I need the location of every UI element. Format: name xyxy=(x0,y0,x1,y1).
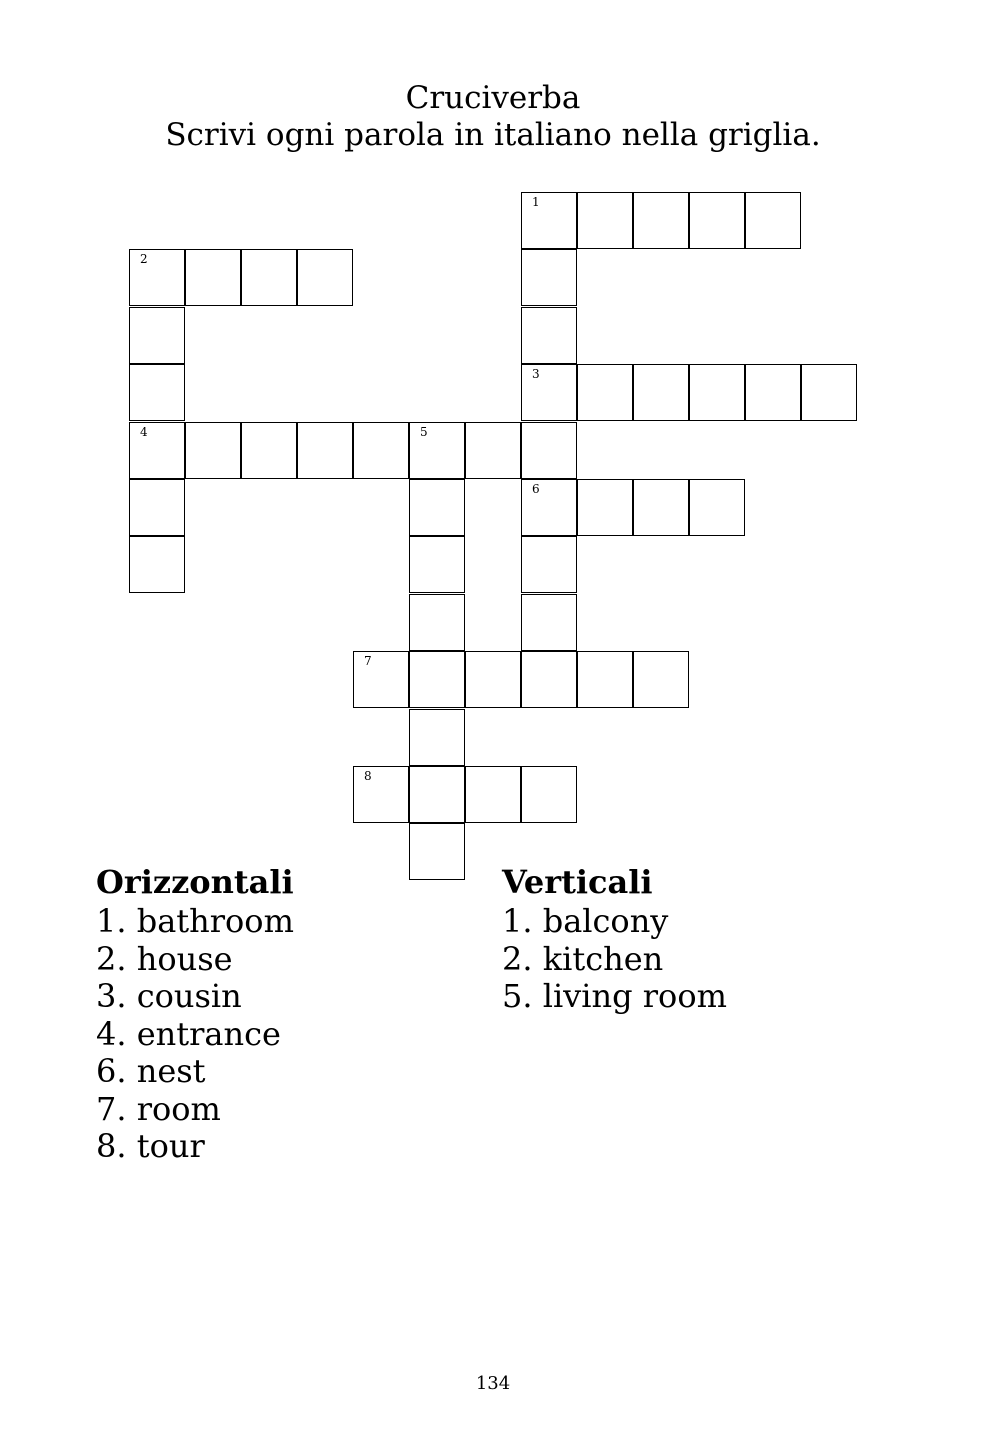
grid-cell[interactable] xyxy=(521,364,577,421)
grid-cell[interactable] xyxy=(689,364,745,421)
grid-cell[interactable] xyxy=(521,422,577,479)
grid-cell[interactable] xyxy=(633,364,689,421)
across-clue-list xyxy=(96,903,496,1166)
grid-cell[interactable] xyxy=(801,364,857,421)
clue-item: 4. entrance xyxy=(96,1014,281,1053)
grid-cell[interactable] xyxy=(241,249,297,306)
grid-cell[interactable] xyxy=(521,594,577,651)
grid-cell[interactable] xyxy=(521,307,577,364)
grid-cell[interactable] xyxy=(577,364,633,421)
grid-cell[interactable] xyxy=(409,766,465,823)
grid-cell[interactable] xyxy=(577,192,633,249)
grid-cell[interactable] xyxy=(521,651,577,708)
clue-item: 2. kitchen xyxy=(502,939,664,978)
grid-cell[interactable] xyxy=(297,249,353,306)
across-heading: Orizzontali xyxy=(96,863,294,901)
grid-cell[interactable] xyxy=(521,192,577,249)
clue-number: 5 xyxy=(420,424,428,439)
clue-number: 4 xyxy=(140,424,148,439)
grid-cell[interactable] xyxy=(129,364,185,421)
down-clue-list xyxy=(502,903,902,1016)
grid-cell[interactable] xyxy=(409,479,465,536)
clue-item: 2. house xyxy=(96,939,233,978)
clue-item: 6. nest xyxy=(96,1052,206,1090)
grid-cell[interactable] xyxy=(633,192,689,249)
grid-cell[interactable] xyxy=(633,651,689,708)
down-heading: Verticali xyxy=(502,863,653,901)
grid-cell[interactable] xyxy=(129,422,185,479)
clue-number: 8 xyxy=(364,769,372,783)
grid-cell[interactable] xyxy=(241,422,297,479)
grid-cell[interactable] xyxy=(409,651,465,708)
grid-cell[interactable] xyxy=(521,249,577,306)
clue-number: 2 xyxy=(140,252,148,267)
grid-cell[interactable] xyxy=(465,422,521,479)
across-clues xyxy=(96,863,496,1166)
grid-cell[interactable] xyxy=(129,307,185,364)
grid-cell[interactable] xyxy=(353,766,409,823)
grid-cell[interactable] xyxy=(297,422,353,479)
grid-cell[interactable] xyxy=(521,479,577,536)
grid-cell[interactable] xyxy=(129,479,185,536)
down-clues xyxy=(502,863,902,1016)
grid-cell[interactable] xyxy=(633,479,689,536)
clue-number: 3 xyxy=(532,367,540,382)
grid-cell[interactable] xyxy=(577,651,633,708)
grid-cell[interactable] xyxy=(409,594,465,651)
page-number: 134 xyxy=(475,1373,511,1394)
grid-cell[interactable] xyxy=(129,249,185,306)
clue-item: 3. cousin xyxy=(96,977,242,1015)
grid-cell[interactable] xyxy=(689,192,745,249)
clue-item: 8. tour xyxy=(96,1127,205,1165)
grid-cell[interactable] xyxy=(409,709,465,766)
page-title: Cruciverba xyxy=(405,80,581,116)
grid-cell[interactable] xyxy=(521,766,577,823)
grid-cell[interactable] xyxy=(409,536,465,593)
grid-cell[interactable] xyxy=(745,192,801,249)
clue-number: 1 xyxy=(532,195,540,209)
grid-cell[interactable] xyxy=(465,651,521,708)
clue-item: 1. bathroom xyxy=(96,902,294,940)
clue-item: 1. balcony xyxy=(502,902,669,940)
grid-cell[interactable] xyxy=(577,479,633,536)
clue-number: 7 xyxy=(364,654,372,669)
grid-cell[interactable] xyxy=(745,364,801,421)
grid-cell[interactable] xyxy=(185,422,241,479)
grid-cell[interactable] xyxy=(689,479,745,536)
clue-item: 5. living room xyxy=(502,977,727,1015)
grid-cell[interactable] xyxy=(353,651,409,708)
clue-number: 6 xyxy=(532,482,540,496)
grid-cell[interactable] xyxy=(129,536,185,593)
grid-cell[interactable] xyxy=(353,422,409,479)
clue-item: 7. room xyxy=(96,1089,221,1128)
page-subtitle: Scrivi ogni parola in italiano nella griglia. xyxy=(165,117,821,153)
grid-cell[interactable] xyxy=(409,422,465,479)
grid-cell[interactable] xyxy=(185,249,241,306)
grid-cell[interactable] xyxy=(465,766,521,823)
grid-cell[interactable] xyxy=(521,536,577,593)
